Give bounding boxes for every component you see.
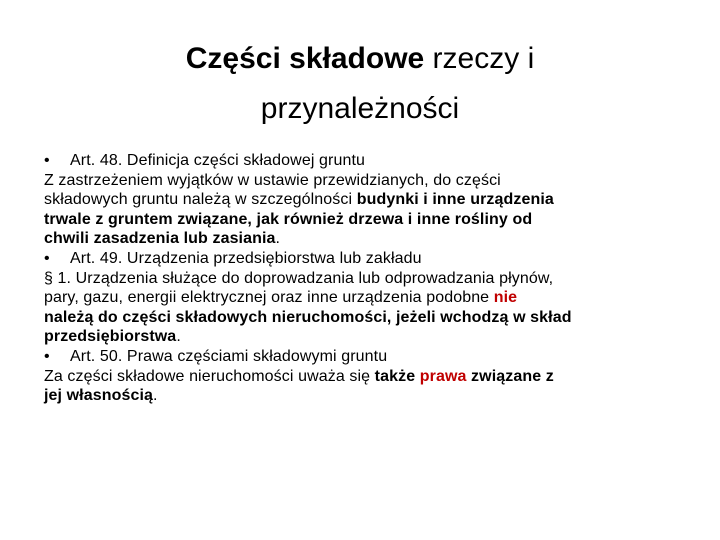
bullet: • xyxy=(44,347,50,365)
title-bold: Części składowe xyxy=(185,42,425,75)
art50-line-2: jej własnością. xyxy=(44,387,158,405)
art48-heading: • Art. 48. Definicja części składowej gruntu xyxy=(44,152,365,169)
art48-line-1: Z zastrzeżeniem wyjątków w ustawie przewidzianych, do części xyxy=(44,171,501,189)
bullet: • xyxy=(44,152,50,169)
art50-line-1: Za części składowe nieruchomości uważa się także prawa związane z xyxy=(44,367,554,385)
art48-line-3: trwale z gruntem związane, jak również drzewa i inne rośliny od xyxy=(44,210,533,228)
bullet: • xyxy=(44,249,50,267)
art48-line-4: chwili zasadzenia lub zasiania. xyxy=(44,230,281,248)
art50-heading: • Art. 50. Prawa częściami składowymi gruntu xyxy=(44,347,388,365)
title-rest: rzeczy i xyxy=(424,42,535,75)
title-line-1 xyxy=(60,34,660,84)
slide-body xyxy=(44,151,692,406)
highlight-nie: nie xyxy=(493,289,518,307)
art49-line-1: § 1. Urządzenia służące do doprowadzania lub odprowadzania płynów, xyxy=(44,269,554,287)
highlight-prawa: prawa xyxy=(419,367,467,385)
art48-line-2: składowych gruntu należą w szczególności budynki i inne urządzenia xyxy=(44,191,554,209)
slide-title xyxy=(60,34,660,134)
art49-heading: • Art. 49. Urządzenia przedsiębiorstwa lub zakładu xyxy=(44,249,422,267)
title-line-2: przynależności xyxy=(260,92,460,125)
art49-line-4: przedsiębiorstwa. xyxy=(44,328,181,346)
art49-line-3: należą do części składowych nieruchomości, jeżeli wchodzą w skład xyxy=(44,308,572,326)
art49-line-2: pary, gazu, energii elektrycznej oraz inne urządzenia podobne nie xyxy=(44,289,518,307)
